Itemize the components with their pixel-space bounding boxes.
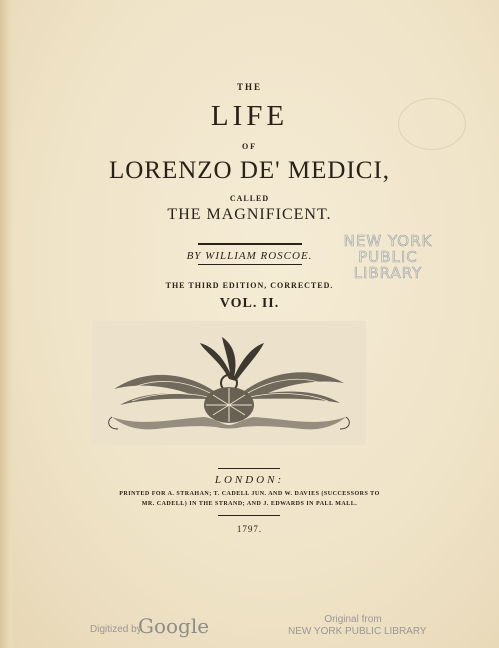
library-stamp-line-1: NEW YORK	[343, 232, 433, 250]
imprint-printers-line-2: MR. CADELL) IN THE STRAND; AND J. EDWARDS IN PALL MALL.	[141, 501, 358, 507]
rule-below-author	[198, 264, 302, 265]
engraved-emblem	[92, 321, 366, 445]
feathers-and-shield-icon	[92, 321, 366, 445]
rule-above-imprint	[218, 468, 280, 469]
library-stamp-line-3: LIBRARY	[353, 264, 423, 282]
author-line: BY WILLIAM ROSCOE.	[186, 250, 313, 262]
page-binding-edge	[0, 0, 14, 648]
library-stamp	[336, 233, 440, 281]
title-subject: LORENZO DE' MEDICI,	[108, 157, 391, 184]
title-epithet: THE MAGNIFICENT.	[167, 206, 332, 223]
volume-line: VOL. II.	[219, 296, 280, 311]
imprint-printers-line-1: PRINTED FOR A. STRAHAN; T. CADELL JUN. AND W. DAVIES (SUCCESSORS TO	[119, 491, 380, 497]
original-library-label: NEW YORK PUBLIC LIBRARY	[288, 626, 427, 637]
edition-line: THE THIRD EDITION, CORRECTED.	[165, 281, 334, 290]
title-the: THE	[236, 82, 262, 92]
title-called: CALLED	[229, 194, 270, 203]
rule-below-imprint	[218, 515, 280, 516]
google-logo: Google	[138, 614, 210, 638]
title-life: LIFE	[210, 100, 289, 132]
original-from-label: Original from	[324, 614, 382, 625]
rule-above-author	[198, 243, 302, 245]
imprint-year: 1797.	[236, 524, 263, 534]
title-of: OF	[241, 142, 258, 151]
imprint-city: LONDON:	[214, 474, 285, 486]
digitized-by-label: Digitized by	[90, 624, 142, 635]
library-stamp-line-2: PUBLIC	[358, 248, 418, 266]
